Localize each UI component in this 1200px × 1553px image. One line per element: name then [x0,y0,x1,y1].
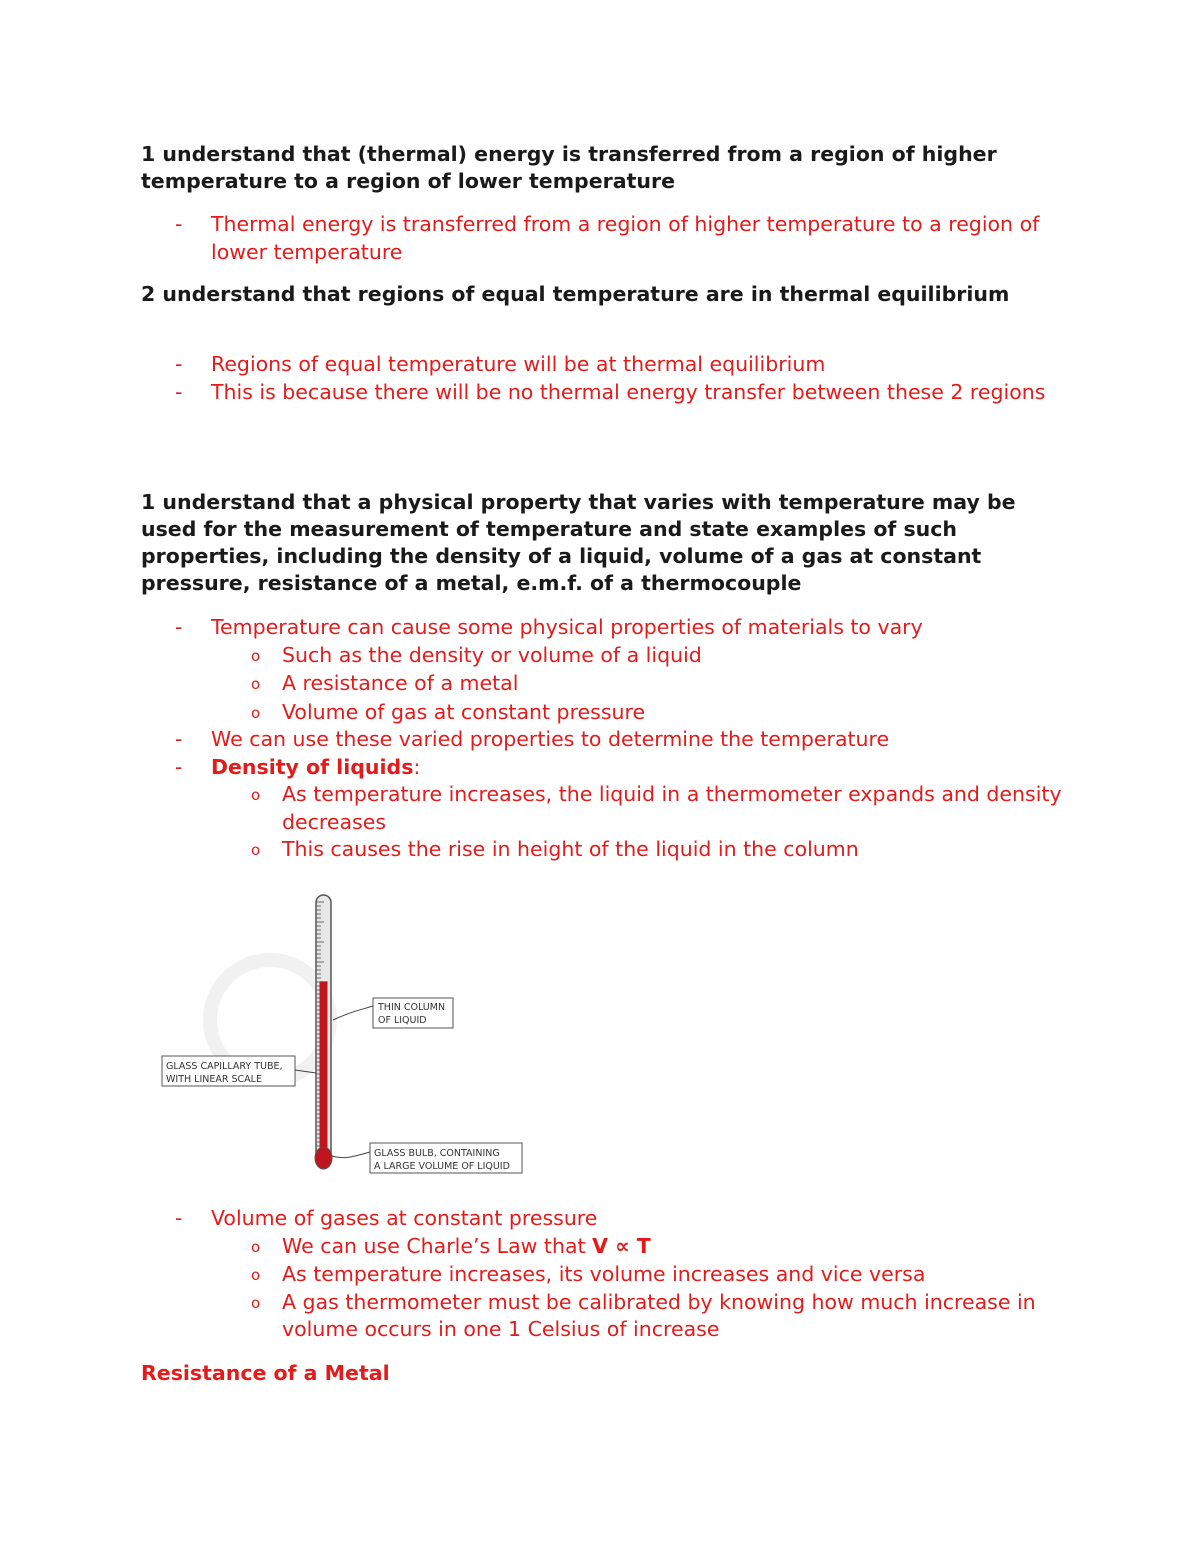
list-item: - Temperature can cause some physical properties of materials to vary [141,614,1071,642]
list-item: - We can use these varied properties to determine the temperature [141,726,1071,754]
sub-list-item: o A resistance of a metal [141,670,1071,698]
label-tube-line1: GLASS CAPILLARY TUBE, [166,1061,283,1072]
bullet-list [141,351,1071,406]
sub-list-item: o As temperature increases, its volume increases and vice versa [141,1261,1071,1289]
label-tube-line2: WITH LINEAR SCALE [166,1074,262,1085]
charles-law-formula: V ∝ T [592,1233,651,1258]
density-of-liquids-label: Density of liquids [211,754,414,779]
thermometer-svg [140,880,532,1186]
sub-list-item: o Such as the density or volume of a liquid [141,642,1071,670]
list-item: - This is because there will be no thermal energy transfer between these 2 regions [141,379,1071,407]
sub-list-item: o This causes the rise in height of the liquid in the column [141,836,1071,864]
sub-list-item: o As temperature increases, the liquid in a thermometer expands and density decreases [141,781,1071,836]
section-heading-physical-property: 1 understand that a physical property that varies with temperature may be used for the measurement of temperature and state examples of such properties, including the density of a liquid, volume of a gas at constant pressure, resistance of a metal, e.m.f. of a thermocouple [141,490,1016,595]
label-bulb-line2: A LARGE VOLUME OF LIQUID [374,1161,510,1172]
bullet-list [141,614,1071,864]
section-title-resistance: Resistance of a Metal [141,1361,390,1385]
arrow-bulb [332,1152,370,1158]
bullet-list [141,1205,1071,1344]
arrow-column [333,1006,373,1020]
liquid-column [320,981,328,1150]
section-heading-thermal-transfer: 1 understand that (thermal) energy is transferred from a region of higher temperature to a region of lower temperature [141,142,997,193]
charles-law-text: We can use Charle’s Law that [282,1233,593,1258]
colon: : [413,754,421,779]
section-heading-thermal-equilibrium: 2 understand that regions of equal temperature are in thermal equilibrium [141,282,1010,306]
list-item: - Regions of equal temperature will be at thermal equilibrium [141,351,1071,379]
thermometer-diagram [140,880,532,1186]
label-bulb-line1: GLASS BULB, CONTAINING [374,1148,500,1159]
bullet-list [141,211,1071,266]
list-item [141,754,1071,782]
list-item: - Volume of gases at constant pressure [141,1205,1071,1233]
sub-list-item [141,1233,1071,1261]
glass-bulb [315,1147,332,1169]
sub-list-item: o Volume of gas at constant pressure [141,699,1071,727]
label-column-line2: OF LIQUID [378,1015,427,1026]
list-item: - Thermal energy is transferred from a region of higher temperature to a region of lower temperature [141,211,1071,266]
label-column-line1: THIN COLUMN [378,1002,446,1013]
sub-list-item: o A gas thermometer must be calibrated by knowing how much increase in volume occurs in one 1 Celsius of increase [141,1289,1071,1344]
